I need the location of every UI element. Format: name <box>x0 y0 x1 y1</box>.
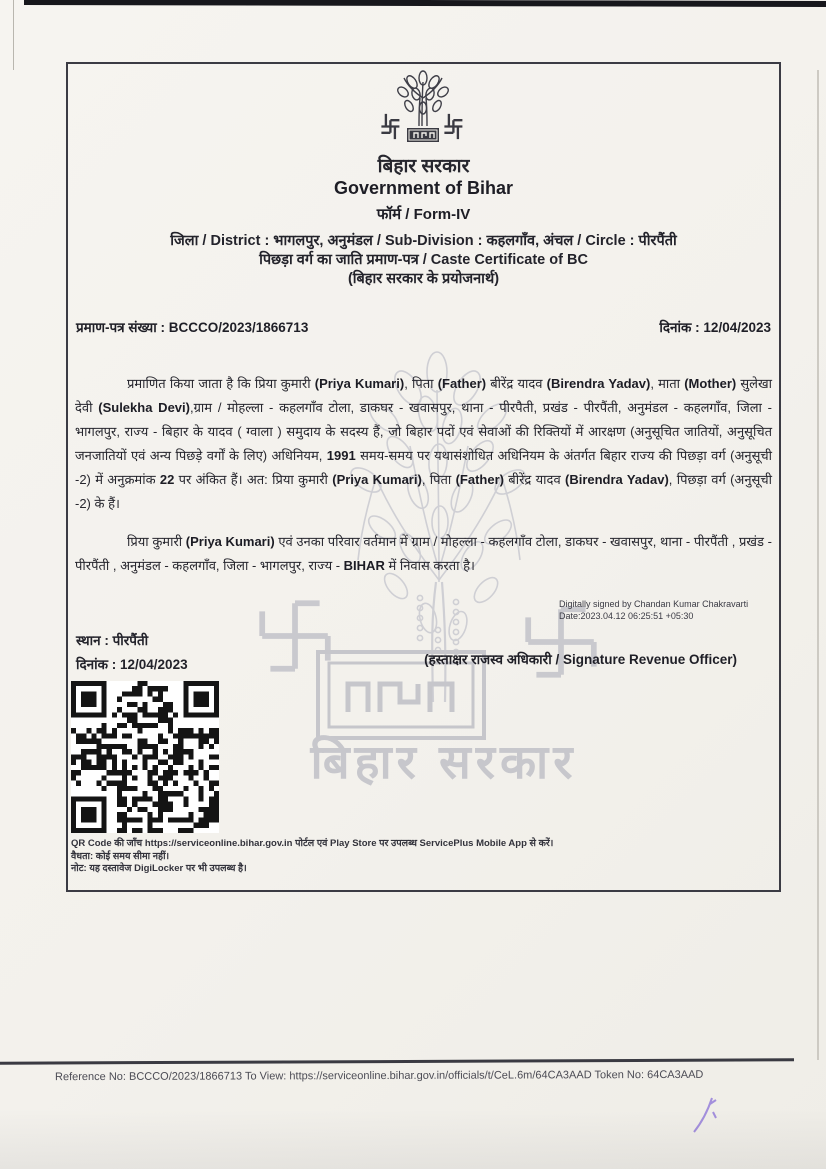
certificate-number: प्रमाण-पत्र संख्या : BCCCO/2023/1866713 <box>76 320 309 335</box>
title-english: Government of Bihar <box>333 178 514 198</box>
qr-note-verify: QR Code की जाँच https://serviceonline.bihar.gov.in पोर्टल एवं Play Store पर उपलब्ध ServicePlus Mobile App से करें। <box>71 838 554 849</box>
qr-note-validity: वैधता: कोई समय सीमा नहीं। <box>71 850 170 862</box>
scan-top-edge <box>24 0 826 7</box>
watermark-swastika-left-icon <box>254 590 336 682</box>
body-paragraph-2: प्रिया कुमारी (Priya Kumari) एवं उनका परिवार वर्तमान में ग्राम / मोहल्ला - कहलगाँव टोला, डाकघर - खवासपुर, थाना - पीरपैंती , प्रखंड - पीरपैंती , अनुमंडल - कहलगाँव, जिला - भागलपुर, राज्य - BIHAR में निवास करता है। <box>75 534 772 573</box>
footer-divider-line <box>0 1058 794 1064</box>
district-line: जिला / District : भागलपुर, अनुमंडल / Sub-Division : कहलगाँव, अंचल / Circle : पीरपैंती <box>170 233 677 249</box>
government-emblem <box>68 68 779 146</box>
signature-date: दिनांक : 12/04/2023 <box>76 657 188 672</box>
scan-left-edge <box>13 0 14 70</box>
digital-signature-line2: Date:2023.04.12 06:25:51 +05:30 <box>559 611 694 621</box>
footer-reference: Reference No: BCCCO/2023/1866713 To View: https://serviceonline.bihar.gov.in/officials/t/CeL.6m/64CA3AAD Token No: 64CA3AAD <box>54 1068 704 1084</box>
certificate-body <box>75 372 772 592</box>
watermark-text: बिहार सरकार <box>310 735 578 788</box>
certificate-title: पिछड़ा वर्ग का जाति प्रमाण-पत्र / Caste Certificate of BC <box>259 252 588 268</box>
form-number-line: फॉर्म / Form-IV <box>376 206 471 223</box>
certificate-date: दिनांक : 12/04/2023 <box>659 320 771 335</box>
scan-right-edge <box>817 70 819 1060</box>
qr-note-digilocker: नोट: यह दस्तावेज DigiLocker पर भी उपलब्ध है। <box>71 863 247 874</box>
signature-place: स्थान : पीरपैंती <box>76 633 149 648</box>
certificate-border-box <box>66 62 781 892</box>
title-hindi: बिहार सरकार <box>377 156 470 177</box>
district-header-block <box>74 232 773 289</box>
certificate-meta-row <box>76 318 771 336</box>
qr-notes-block <box>71 838 553 876</box>
qr-code <box>71 681 219 833</box>
purpose-line: (बिहार सरकार के प्रयोजनार्थ) <box>347 271 500 287</box>
digital-signature-block <box>559 598 811 622</box>
ink-mark <box>688 1092 722 1136</box>
digital-signature-line1: Digitally signed by Chandan Kumar Chakravarti <box>559 599 749 609</box>
body-paragraph-1: प्रमाणित किया जाता है कि प्रिया कुमारी (Priya Kumari), पिता (Father) बीरेंद्र यादव (Birendra Yadav), माता (Mother) सुलेखा देवी (Sulekha Devi),ग्राम / मोहल्ला - कहलगाँव टोला, डाकघर - खवासपुर, थाना - पीरपैती, प्रखंड - पीरपैंती, अनुमंडल - कहलगाँव, जिला - भागलपुर, राज्य - बिहार के यादव ( ग्वाला ) समुदाय के सदस्य हैं, जो बिहार पदों एवं सेवाओं की रिक्तियों में आरक्षण (अनुसूचित जातियों, अनुसूचित जनजातियों एवं अन्य पिछड़े वर्गों के लिए) अधिनियम, 1991 समय-समय पर यथासंशोधित अधिनियम के अंतर्गत बिहार राज्य की पिछड़ा वर्ग (अनुसूची -2) में अनुक्रमांक 22 पर अंकित हैं। अत: प्रिया कुमारी (Priya Kumari), पिता (Father) बीरेंद्र यादव (Birendra Yadav), पिछड़ा वर्ग (अनुसूची -2) के हैं। <box>75 376 772 511</box>
signature-officer-line: (हस्ताक्षर राजस्व अधिकारी / Signature Revenue Officer) <box>424 652 737 667</box>
